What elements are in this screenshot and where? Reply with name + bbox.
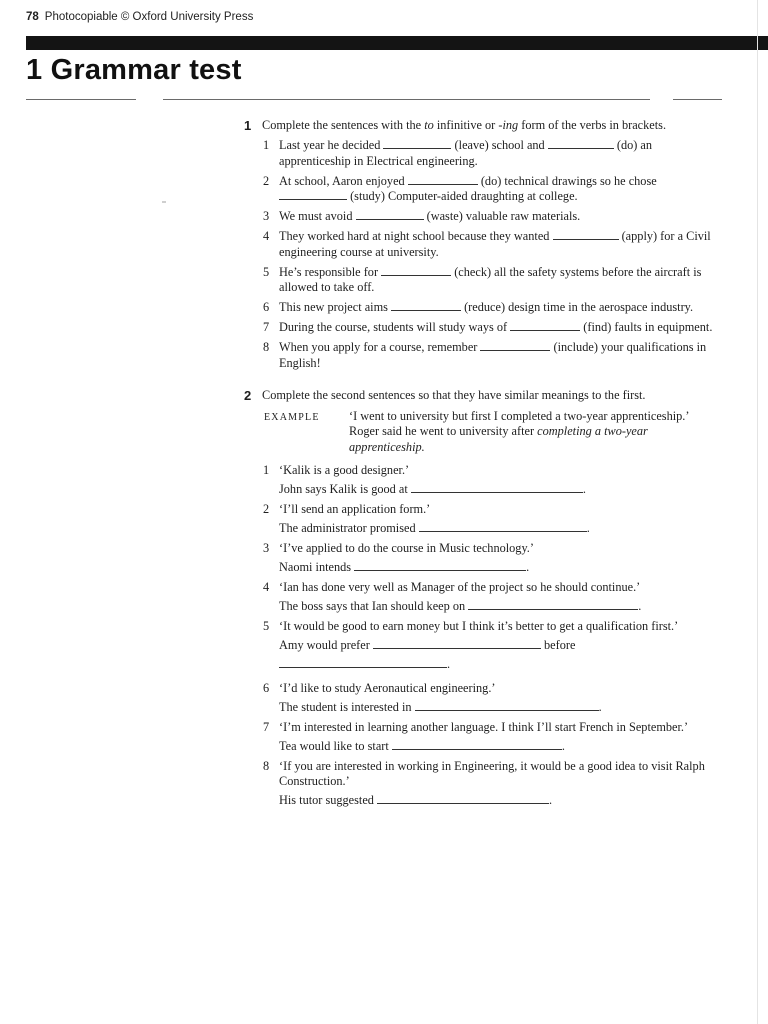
title-rule: [26, 99, 136, 100]
question-item: [262, 502, 724, 537]
example-block: [262, 409, 724, 456]
item-text: (waste) valuable raw materials.: [423, 209, 581, 223]
question-item: [262, 138, 724, 169]
item-punctuation: .: [549, 793, 553, 807]
answer-blank[interactable]: [356, 209, 424, 220]
section-number: 2: [244, 388, 252, 403]
answer-blank[interactable]: [411, 482, 583, 493]
answer-blank[interactable]: [391, 300, 461, 311]
item-punctuation: .: [582, 482, 586, 496]
question-item: [262, 300, 724, 316]
item-answer-line: [279, 793, 724, 809]
item-quote: ‘Ian has done very well as Manager of the project so he should continue.’: [279, 580, 641, 594]
answer-blank[interactable]: [279, 657, 447, 668]
item-punctuation: .: [586, 521, 590, 535]
answer-blank[interactable]: [510, 320, 580, 331]
item-number: 6: [263, 680, 270, 695]
item-prompt: Amy would prefer: [279, 638, 373, 652]
item-quote: ‘Kalik is a good designer.’: [279, 463, 410, 477]
item-text: They worked hard at night school because they wanted: [279, 229, 553, 243]
item-number: 8: [263, 340, 270, 354]
item-text: (apply) for a Civil engineering course at university.: [279, 229, 711, 259]
question-item: [262, 720, 724, 755]
item-text: During the course, students will study ways of: [279, 320, 511, 334]
item-number: 5: [263, 619, 270, 633]
section-instruction: [262, 118, 724, 134]
item-number: 5: [263, 264, 270, 279]
example-quote: ‘I went to university but first I completed a two-year apprenticeship.’: [349, 408, 690, 423]
section-2: [244, 388, 724, 809]
item-text: (find) faults in equipment.: [580, 320, 713, 334]
item-prompt: The student is interested in: [279, 699, 415, 714]
question-item: [262, 209, 724, 225]
item-prompt: Naomi intends: [279, 560, 355, 574]
item-punctuation: .: [638, 599, 642, 613]
item-number: 7: [263, 719, 270, 734]
question-item: [262, 320, 724, 336]
question-item: [262, 619, 724, 673]
example-answer-italic: completing a two-year apprenticeship.: [349, 424, 648, 454]
item-prompt: The boss says that Ian should keep on: [279, 599, 469, 613]
item-punctuation: .: [561, 738, 565, 753]
item-number: 2: [263, 502, 270, 516]
item-answer-line: [279, 638, 724, 654]
item-number: 7: [263, 320, 270, 334]
answer-blank[interactable]: [381, 265, 451, 276]
answer-blank[interactable]: [419, 521, 587, 532]
item-answer-line: [279, 521, 724, 537]
item-prompt: The administrator promised: [279, 521, 419, 535]
answer-blank[interactable]: [354, 560, 526, 571]
page-header: [26, 11, 253, 23]
answer-blank[interactable]: [480, 340, 550, 351]
example-answer: [349, 424, 724, 455]
item-number: 2: [263, 173, 270, 188]
item-text: We must avoid: [279, 209, 356, 223]
item-text: When you apply for a course, remember: [279, 340, 481, 354]
answer-blank[interactable]: [383, 138, 451, 149]
answer-blank[interactable]: [373, 638, 541, 649]
item-quote: ‘I’m interested in learning another language. I think I’ll start French in September.’: [279, 719, 689, 734]
item-number: 4: [263, 580, 270, 594]
question-item: [262, 265, 724, 296]
answer-blank[interactable]: [377, 793, 549, 804]
item-text: At school, Aaron enjoyed: [279, 173, 408, 188]
item-answer-line: [279, 599, 724, 615]
item-text: He’s responsible for: [279, 264, 382, 279]
item-answer-line: [279, 700, 724, 716]
section-instruction: Complete the second sentences so that they have similar meanings to the first.: [262, 388, 646, 402]
instruction-emphasis: to: [424, 118, 434, 132]
item-text: (do) an apprenticeship in Electrical engineering.: [279, 138, 653, 168]
item-quote: ‘I’ve applied to do the course in Music technology.’: [279, 541, 534, 555]
item-number: 8: [263, 758, 270, 773]
item-number: 1: [263, 463, 270, 477]
answer-blank[interactable]: [468, 599, 638, 610]
instruction-text: Complete the sentences with the: [262, 118, 425, 132]
item-quote: ‘I’ll send an application form.’: [279, 502, 431, 516]
question-item: [262, 174, 724, 205]
answer-blank[interactable]: [553, 229, 619, 240]
item-number: 6: [263, 300, 270, 314]
item-text: (leave) school and: [451, 138, 548, 152]
section-1: [244, 118, 724, 371]
item-text: (reduce) design time in the aerospace industry.: [461, 300, 694, 314]
item-prompt-after: before: [540, 638, 576, 652]
item-punctuation: .: [598, 699, 602, 714]
item-number: 4: [263, 229, 270, 243]
page-title: 1 Grammar test: [26, 54, 242, 86]
instruction-emphasis: -ing: [498, 118, 519, 132]
item-answer-line: [279, 560, 724, 576]
answer-blank[interactable]: [392, 739, 562, 750]
item-quote: ‘I’d like to study Aeronautical engineering.’: [279, 680, 496, 695]
item-text: Last year he decided: [279, 138, 384, 152]
item-quote: ‘It would be good to earn money but I think it’s better to get a qualification first.’: [279, 619, 679, 633]
page-fold: [757, 0, 758, 1024]
instruction-text: infinitive or: [433, 118, 499, 132]
question-item: [262, 580, 724, 615]
header-bar: [26, 36, 768, 50]
item-prompt: His tutor suggested: [279, 793, 378, 807]
instruction-text: form of the verbs in brackets.: [518, 118, 667, 132]
answer-blank[interactable]: [408, 174, 478, 185]
example-label: EXAMPLE: [264, 411, 320, 423]
copyright-line: Photocopiable © Oxford University Press: [44, 11, 254, 23]
item-number: 1: [263, 138, 270, 152]
item-text: This new project aims: [279, 300, 392, 314]
item-answer-line: [279, 482, 724, 498]
item-prompt: John says Kalik is good at: [279, 482, 411, 496]
item-text: (include) your qualifications in English!: [279, 340, 707, 370]
item-answer-line: [279, 739, 724, 755]
item-text: (check) all the safety systems before the aircraft is allowed to take off.: [279, 264, 702, 294]
item-punctuation: .: [447, 657, 451, 671]
item-number: 3: [263, 541, 270, 555]
item-text: (do) technical drawings so he chose: [477, 173, 657, 188]
title-rule: [673, 99, 722, 100]
question-item: [262, 759, 724, 809]
item-text: (study) Computer-aided draughting at college.: [347, 189, 578, 203]
item-quote: ‘If you are interested in working in Engineering, it would be a good idea to visit Ralph Construction.’: [279, 758, 705, 788]
question-item: [262, 541, 724, 576]
answer-blank[interactable]: [548, 138, 614, 149]
test-content: [244, 118, 724, 809]
item-answer-line: [279, 657, 724, 673]
answer-blank[interactable]: [415, 700, 599, 711]
page-number: 78: [26, 11, 39, 23]
section-number: 1: [244, 118, 252, 133]
item-prompt: Tea would like to start: [279, 738, 392, 753]
question-item: [262, 681, 724, 716]
scan-mark: [162, 201, 166, 203]
question-item: [262, 229, 724, 260]
item-number: 3: [263, 209, 270, 223]
item-punctuation: .: [526, 560, 530, 574]
title-rule: [163, 99, 650, 100]
answer-blank[interactable]: [279, 189, 347, 200]
question-item: [262, 340, 724, 371]
question-item: [262, 463, 724, 498]
example-answer-text: Roger said he went to university after: [349, 424, 538, 438]
